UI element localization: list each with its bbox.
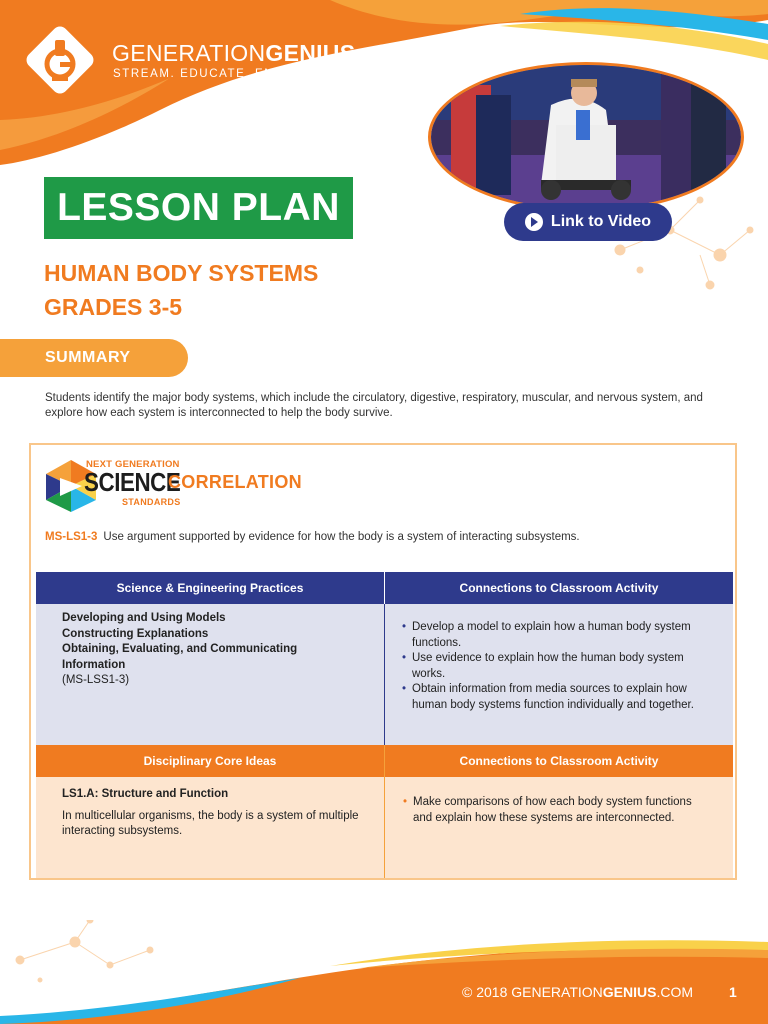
core-ideas-header: Disciplinary Core Ideas	[36, 745, 384, 777]
correlation-heading: CORRELATION	[168, 472, 302, 492]
practices-header: Science & Engineering Practices	[36, 572, 384, 604]
video-thumbnail[interactable]	[428, 62, 744, 212]
footer-banner	[0, 920, 768, 1024]
connection-item: • Develop a model to explain how a human body system functions.	[402, 620, 702, 651]
video-scene-image	[431, 65, 744, 212]
lesson-plan-badge: LESSON PLAN	[44, 177, 353, 239]
ngss-science-text: SCIENCE	[84, 467, 181, 497]
page-number: 1	[729, 984, 737, 1000]
core-idea-text: In multicellular organisms, the body is a system of multiple interacting subsystems.	[62, 809, 359, 837]
connections-header-core: Connections to Classroom Activity	[385, 745, 733, 777]
generation-genius-logo	[22, 22, 98, 98]
grade-range: GRADES 3-5	[44, 294, 183, 320]
standard-code: MS-LS1-3	[45, 531, 98, 543]
practice-item: Constructing Explanations	[62, 627, 209, 640]
video-button-label: Link to Video	[550, 213, 652, 230]
brand-tagline: STREAM. EDUCATE. ENTERTAIN.	[113, 68, 339, 80]
core-connections-cell	[385, 777, 733, 878]
ngss-next-generation-text: NEXT GENERATION	[86, 459, 180, 470]
connection-item: • Obtain information from media sources to explain how human body systems function individually and together.	[402, 682, 702, 713]
performance-expectation	[45, 531, 580, 543]
connection-item: • Make comparisons of how each body system functions and explain how these systems are interconnected.	[403, 795, 698, 826]
play-icon	[525, 213, 543, 231]
practice-item: Obtaining, Evaluating, and Communicating Information	[62, 643, 298, 671]
core-idea-title: LS1.A: Structure and Function	[62, 788, 229, 800]
connection-item: • Use evidence to explain how the human body system works.	[402, 651, 702, 682]
column-divider	[384, 777, 385, 878]
link-to-video-button[interactable]	[504, 203, 672, 241]
connections-header-practices: Connections to Classroom Activity	[385, 572, 733, 604]
standard-text: Use argument supported by evidence for how the body is a system of interacting subsystems.	[103, 531, 580, 543]
summary-text: Students identify the major body systems, which include the circulatory, digestive, respiratory, muscular, and nervous system, and explore how each system is interconnected to help the body survive.	[45, 392, 703, 419]
brand-name: GENERATIONGENIUS	[112, 40, 356, 66]
practices-code: (MS-LSS1-3)	[62, 674, 130, 686]
footer-copyright: © 2018 GENERATIONGENIUS.COM	[462, 984, 694, 1000]
header-divider	[384, 745, 385, 777]
core-ideas-cell	[36, 777, 384, 878]
practices-cell	[36, 604, 384, 745]
ngss-standards-text: STANDARDS	[122, 497, 181, 507]
practice-item: Developing and Using Models	[62, 612, 226, 624]
column-divider	[384, 604, 385, 745]
practice-connections-cell	[385, 604, 733, 745]
summary-heading: SUMMARY	[0, 339, 188, 377]
lesson-title	[44, 256, 318, 324]
topic-name: HUMAN BODY SYSTEMS	[44, 260, 319, 286]
